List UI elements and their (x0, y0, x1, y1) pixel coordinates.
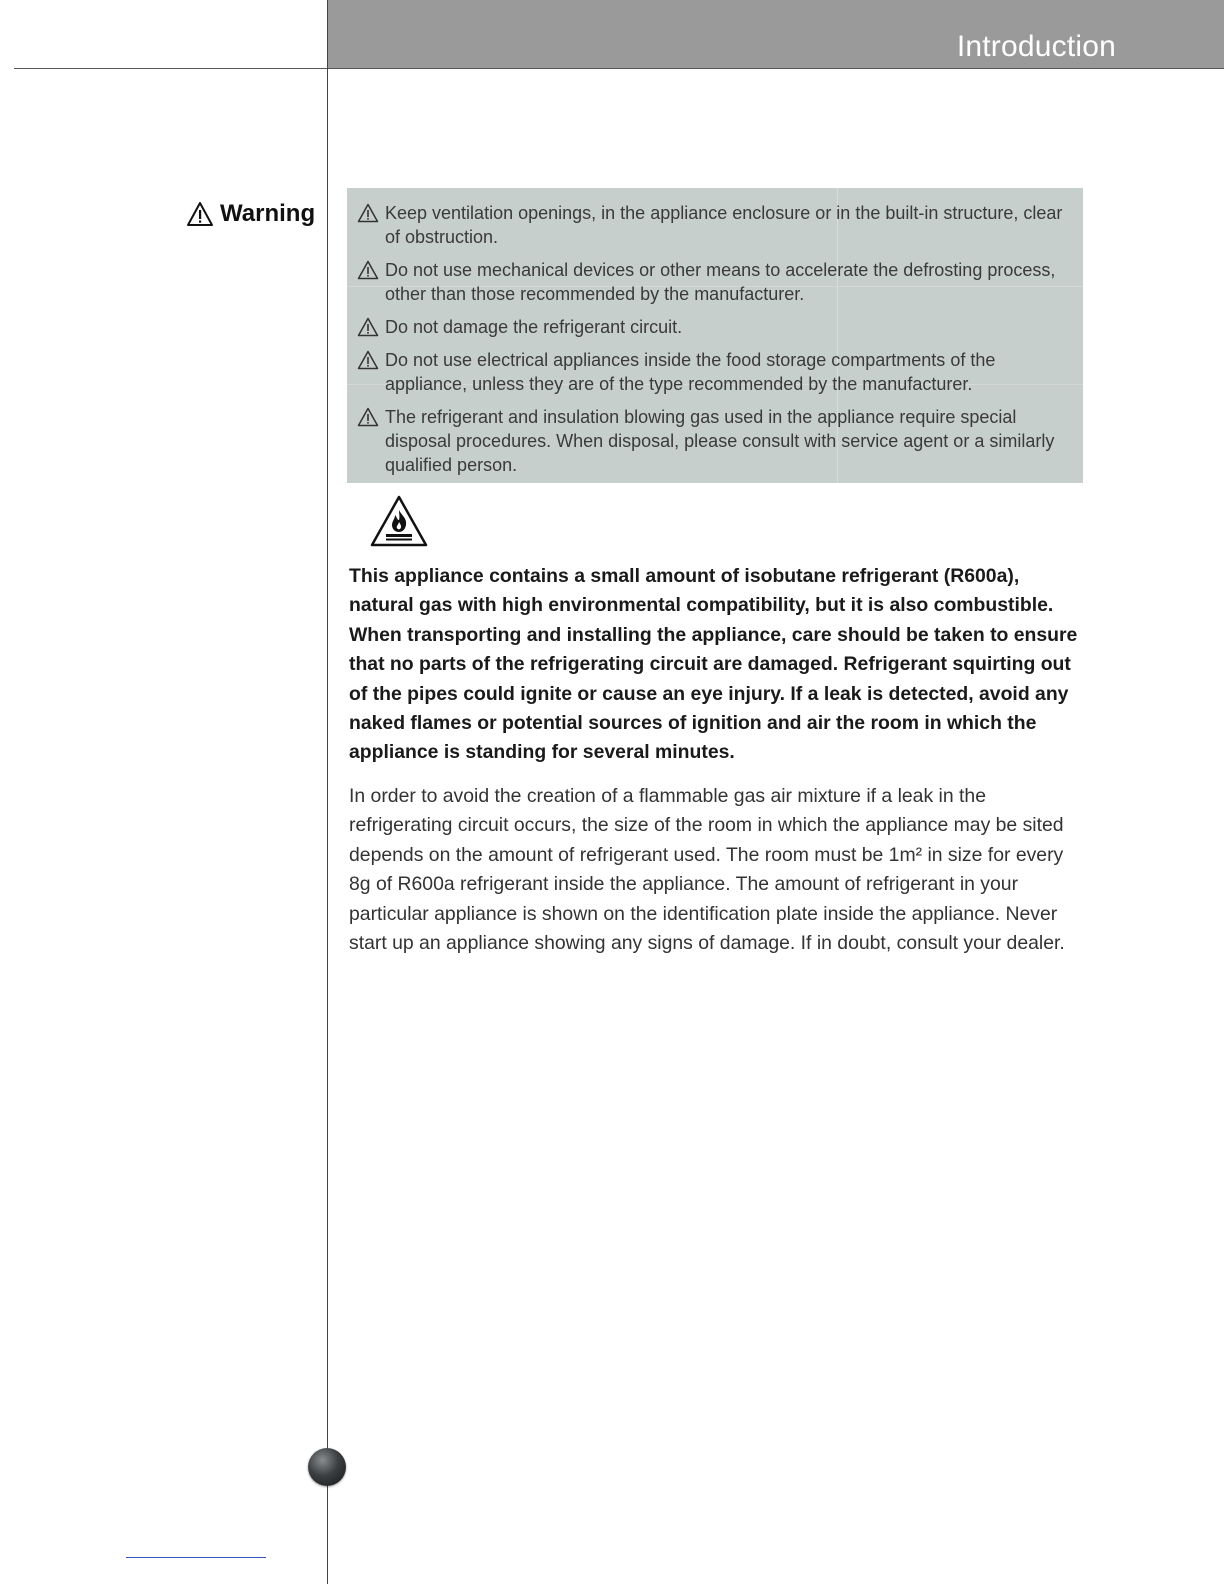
footer-rule (126, 1557, 266, 1558)
warning-triangle-icon (357, 260, 379, 280)
warning-text: The refrigerant and insulation blowing gas used in the appliance require special disposal procedures. When disposal, please consult with service agent or a similarly qualified person. (385, 407, 1055, 475)
warning-text: Do not use electrical appliances inside the food storage compartments of the appliance, unless they are of the type recommended by the manufacturer. (385, 350, 996, 394)
warning-text: Keep ventilation openings, in the appliance enclosure or in the built-in structure, clear of obstruction. (385, 203, 1063, 247)
page-title: Introduction (956, 30, 1116, 63)
warning-item (357, 315, 1073, 339)
warning-triangle-icon (186, 201, 214, 227)
header-rule (14, 68, 1224, 69)
room-size-paragraph: In order to avoid the creation of a flammable gas air mixture if a leak in the refrigerating circuit occurs, the size of the room in which the appliance may be sited depends on the amount of refrigerant used. The room must be 1m² in size for every 8g of R600a refrigerant inside the appliance. The amount of refrigerant in your particular appliance is shown on the identification plate inside the appliance. Never start up an appliance showing any signs of damage. If in doubt, consult your dealer. (349, 785, 1065, 955)
warning-item (357, 405, 1073, 477)
header-band (328, 0, 1224, 69)
warning-label: Warning (220, 200, 316, 227)
warning-item (357, 348, 1073, 396)
warning-item (357, 201, 1073, 249)
warning-item (357, 258, 1073, 306)
warning-text: Do not use mechanical devices or other means to accelerate the defrosting process, other than those recommended by the manufacturer. (385, 260, 1056, 304)
margin-divider (327, 0, 328, 1584)
warning-box (347, 188, 1083, 483)
page-marker (308, 1448, 346, 1486)
warning-heading (186, 200, 315, 228)
refrigerant-notice: This appliance contains a small amount of isobutane refrigerant (R600a), natural gas with high environmental compatibility, but it is also combustible. When transporting and installing the appliance, care should be taken to ensure that no parts of the refrigerating circuit are damaged. Refrigerant squirting out of the pipes could ignite or cause an eye injury. If a leak is detected, avoid any naked flames or potential sources of ignition and air the room in which the appliance is standing for several minutes. (349, 565, 1078, 764)
warning-triangle-icon (357, 317, 379, 337)
flammable-icon (369, 494, 429, 548)
warning-triangle-icon (357, 203, 379, 223)
warning-triangle-icon (357, 407, 379, 427)
warning-triangle-icon (357, 350, 379, 370)
warning-text: Do not damage the refrigerant circuit. (385, 317, 683, 337)
